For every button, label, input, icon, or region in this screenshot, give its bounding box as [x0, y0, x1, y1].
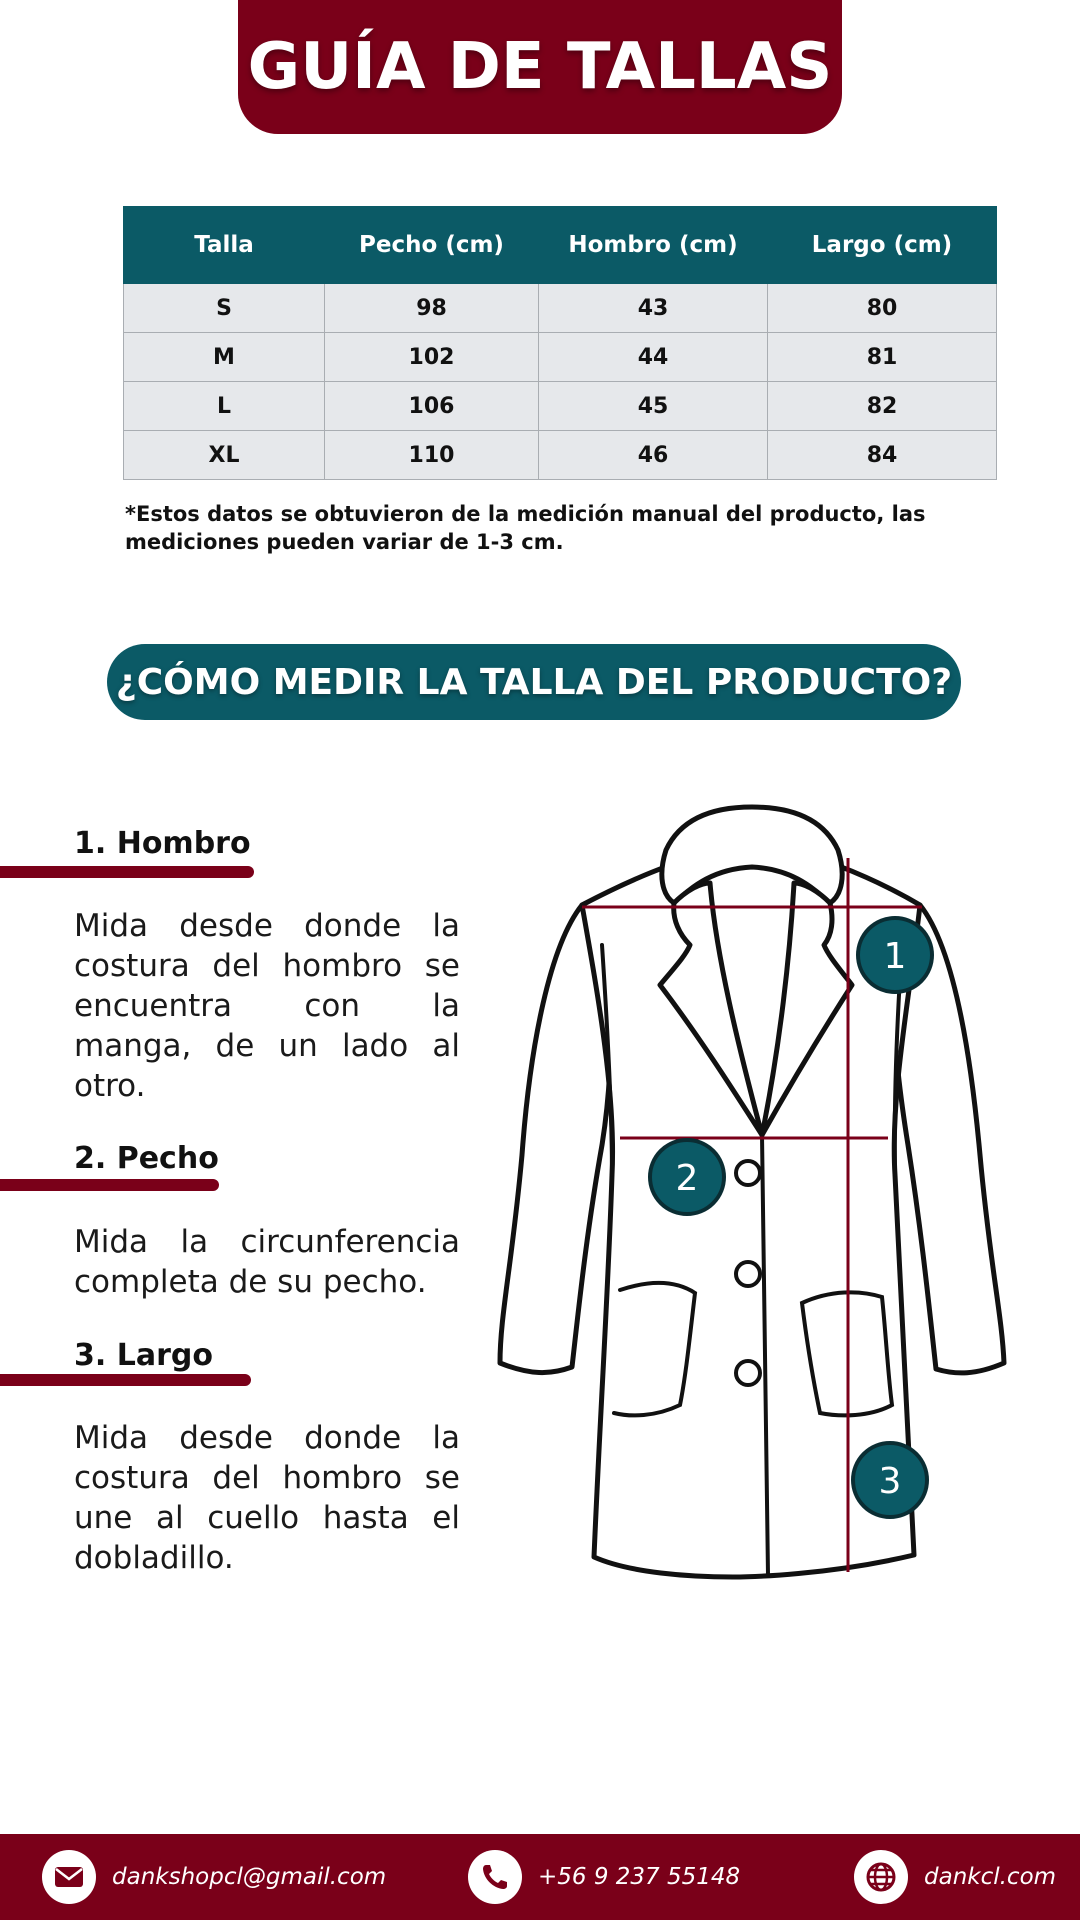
- table-cell: 102: [325, 333, 539, 382]
- step-heading-pecho: 2. Pecho: [74, 1141, 219, 1176]
- table-cell: XL: [124, 431, 325, 480]
- table-cell: 82: [768, 382, 997, 431]
- table-cell: 45: [539, 382, 768, 431]
- table-cell: 98: [325, 284, 539, 333]
- header-largo: Largo (cm): [768, 207, 997, 284]
- marker-3: [853, 1443, 927, 1517]
- how-to-banner: [107, 644, 961, 720]
- step-body-largo: Mida desde donde la costura del hombro se une al cuello hasta el dobladillo.: [74, 1420, 460, 1576]
- step-underline-bar: [0, 1179, 219, 1191]
- contact-website[interactable]: [854, 1834, 1056, 1920]
- step-body-hombro: Mida desde donde la costura del hombro se encuentra con la manga, de un lado al otro.: [74, 908, 460, 1104]
- contact-email[interactable]: [42, 1834, 386, 1920]
- measurement-note: *Estos datos se obtuvieron de la medición manual del producto, las mediciones pueden variar de 1-3 cm.: [125, 502, 926, 554]
- header-pecho: Pecho (cm): [325, 207, 539, 284]
- svg-text:1: 1: [883, 936, 907, 977]
- table-cell: M: [124, 333, 325, 382]
- table-row: [124, 382, 997, 431]
- phone-number[interactable]: +56 9 237 55148: [538, 1864, 741, 1890]
- step-underline-bar: [0, 1374, 251, 1386]
- marker-2: [650, 1140, 724, 1214]
- button-shape: [736, 1361, 760, 1385]
- header-hombro: Hombro (cm): [539, 207, 768, 284]
- table-header-row: [124, 207, 997, 284]
- phone-icon: [468, 1850, 522, 1904]
- coat-illustration: [490, 795, 1015, 1580]
- coat-drawing: [490, 795, 1015, 1580]
- table-cell: 81: [768, 333, 997, 382]
- step-heading-hombro: 1. Hombro: [74, 826, 251, 861]
- envelope-icon: [42, 1850, 96, 1904]
- website-link[interactable]: dankcl.com: [924, 1864, 1057, 1890]
- table-row: [124, 284, 997, 333]
- table-cell: 46: [539, 431, 768, 480]
- table-row: [124, 431, 997, 480]
- marker-1: [858, 918, 932, 992]
- header-talla: Talla: [124, 207, 325, 284]
- button-shape: [736, 1262, 760, 1286]
- svg-text:3: 3: [878, 1461, 902, 1502]
- table-cell: 80: [768, 284, 997, 333]
- how-to-title: ¿CÓMO MEDIR LA TALLA DEL PRODUCTO?: [115, 661, 953, 703]
- table-cell: 44: [539, 333, 768, 382]
- table-cell: L: [124, 382, 325, 431]
- table-cell: 84: [768, 431, 997, 480]
- table-cell: S: [124, 284, 325, 333]
- step-body-pecho: Mida la circunferencia completa de su pecho.: [74, 1224, 460, 1300]
- size-table: [123, 206, 997, 480]
- step-heading-largo: 3. Largo: [74, 1338, 213, 1373]
- table-row: [124, 333, 997, 382]
- contact-phone[interactable]: [468, 1834, 740, 1920]
- step-underline-bar: [0, 866, 254, 878]
- svg-text:2: 2: [675, 1158, 699, 1199]
- table-cell: 43: [539, 284, 768, 333]
- globe-icon: [854, 1850, 908, 1904]
- button-shape: [736, 1161, 760, 1185]
- email-link[interactable]: dankshopcl@gmail.com: [112, 1864, 387, 1890]
- footer: [0, 1834, 1080, 1920]
- title-banner: [238, 0, 842, 134]
- page-title: GUÍA DE TALLAS: [247, 30, 833, 104]
- table-cell: 106: [325, 382, 539, 431]
- table-cell: 110: [325, 431, 539, 480]
